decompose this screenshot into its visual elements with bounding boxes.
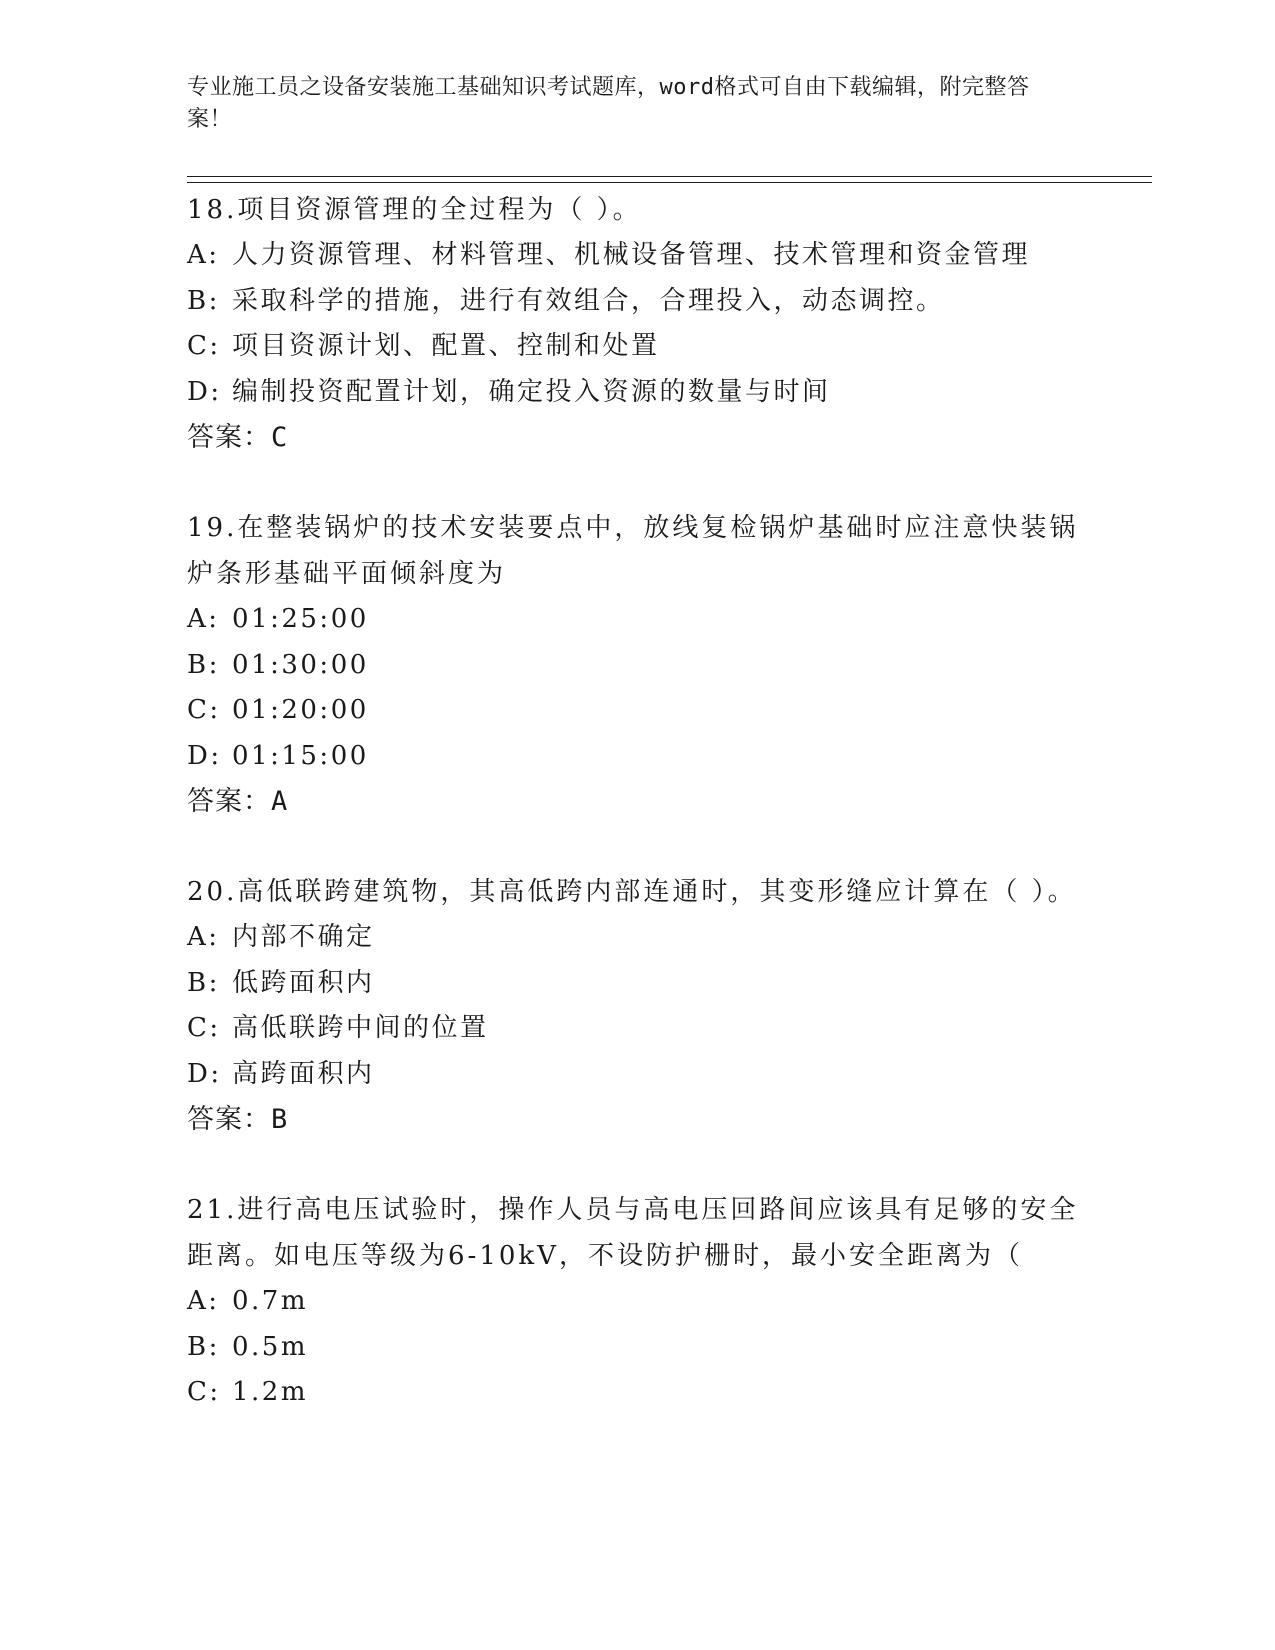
option-a xyxy=(187,915,1152,961)
question-list xyxy=(187,187,1152,1460)
option-key: B: xyxy=(187,1331,220,1362)
option-text: 内部不确定 xyxy=(232,922,375,952)
option-key: A: xyxy=(187,240,220,270)
question-18 xyxy=(187,187,1152,461)
option-d xyxy=(187,1052,1152,1098)
option-a xyxy=(187,233,1152,279)
question-20 xyxy=(187,869,1152,1143)
option-text: 01:15:00 xyxy=(232,740,369,771)
option-c xyxy=(187,1006,1152,1052)
option-text: 0.5m xyxy=(232,1331,309,1362)
option-b xyxy=(187,279,1152,325)
option-key: C: xyxy=(187,1013,221,1043)
question-21 xyxy=(187,1187,1152,1416)
option-a xyxy=(187,597,1152,643)
answer-label: 答案：B xyxy=(187,1104,289,1135)
option-text: 1.2m xyxy=(232,1377,309,1407)
option-c xyxy=(187,1370,1152,1416)
option-key: D: xyxy=(187,376,222,407)
option-text: 01:25:00 xyxy=(232,604,369,634)
header-divider xyxy=(187,176,1152,183)
option-b xyxy=(187,1325,1152,1371)
option-key: B: xyxy=(187,285,220,316)
question-text: 19.在整装锅炉的技术安装要点中，放线复检锅炉基础时应注意快装锅炉条形基础平面倾斜度为 xyxy=(187,513,1079,589)
option-key: A: xyxy=(187,922,220,952)
option-text: 低跨面积内 xyxy=(232,967,375,998)
option-text: 高低联跨中间的位置 xyxy=(232,1013,489,1043)
question-text: 21.进行高电压试验时，操作人员与高电压回路间应该具有足够的安全距离。如电压等级为6-10kV，不设防护栅时，最小安全距离为（ xyxy=(187,1195,1079,1271)
option-text: 0.7m xyxy=(232,1286,309,1316)
option-key: D: xyxy=(187,1058,222,1089)
option-key: B: xyxy=(187,649,220,680)
option-d xyxy=(187,370,1152,416)
question-text: 18.项目资源管理的全过程为（ ）。 xyxy=(187,195,642,225)
option-a xyxy=(187,1279,1152,1325)
option-c xyxy=(187,688,1152,734)
option-d xyxy=(187,734,1152,780)
option-text: 采取科学的措施，进行有效组合，合理投入，动态调控。 xyxy=(232,285,945,316)
option-text: 01:20:00 xyxy=(232,695,369,725)
document-header: 专业施工员之设备安装施工基础知识考试题库，word格式可自由下载编辑，附完整答案！ xyxy=(187,75,1030,132)
option-text: 高跨面积内 xyxy=(232,1058,375,1089)
option-key: D: xyxy=(187,740,222,771)
option-b xyxy=(187,643,1152,689)
option-text: 人力资源管理、材料管理、机械设备管理、技术管理和资金管理 xyxy=(232,240,1031,270)
option-key: B: xyxy=(187,967,220,998)
option-text: 项目资源计划、配置、控制和处置 xyxy=(232,331,660,361)
option-text: 编制投资配置计划，确定投入资源的数量与时间 xyxy=(232,376,831,407)
option-text: 01:30:00 xyxy=(232,649,369,680)
option-key: C: xyxy=(187,1377,221,1407)
answer-label: 答案：C xyxy=(187,422,289,453)
question-19 xyxy=(187,505,1152,825)
option-key: C: xyxy=(187,695,221,725)
answer-label: 答案：A xyxy=(187,786,289,817)
option-key: C: xyxy=(187,331,221,361)
option-key: A: xyxy=(187,604,220,634)
option-b xyxy=(187,961,1152,1007)
option-key: A: xyxy=(187,1286,220,1316)
option-c xyxy=(187,324,1152,370)
question-text: 20.高低联跨建筑物，其高低跨内部连通时，其变形缝应计算在（ ）。 xyxy=(187,877,1077,907)
